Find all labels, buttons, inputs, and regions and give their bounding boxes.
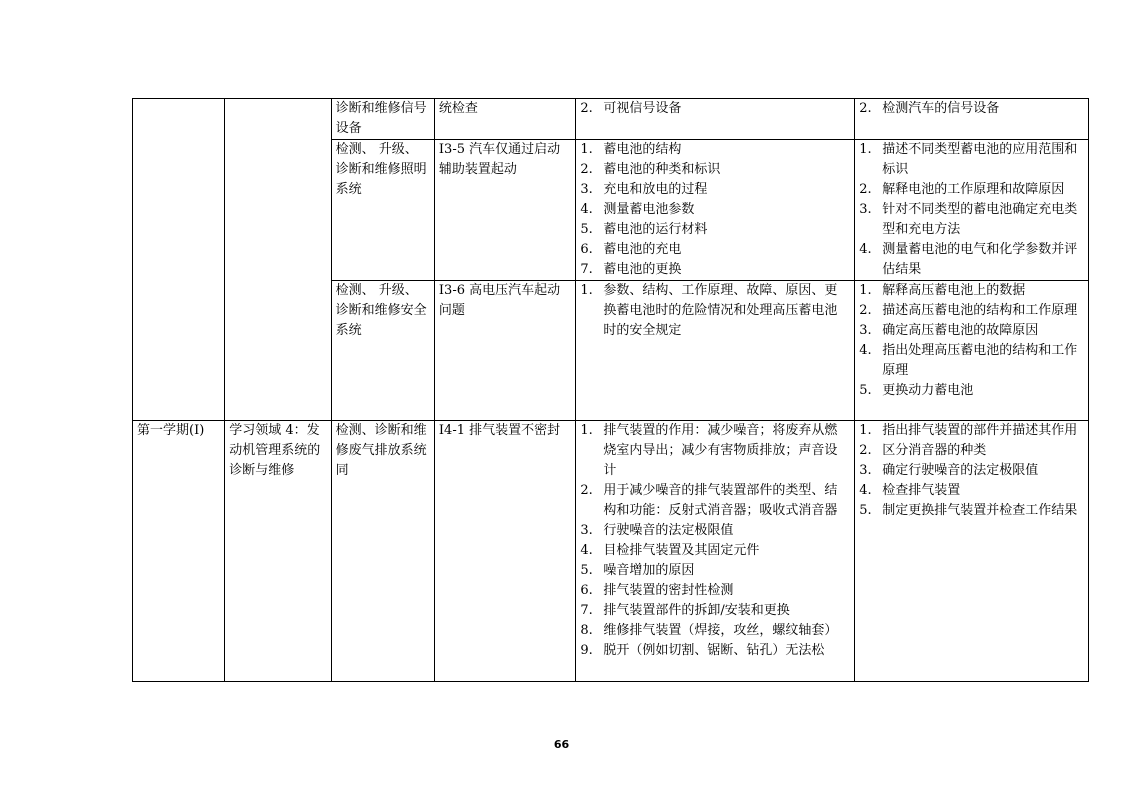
item-number: 3.: [859, 463, 872, 478]
item-number: 4.: [859, 343, 872, 358]
goal-list: [859, 281, 1084, 401]
item-number: 1.: [580, 142, 593, 157]
task-cell: [331, 140, 434, 281]
list-item: [859, 461, 1084, 481]
task-cell: [331, 99, 434, 140]
task-cell: [331, 421, 434, 682]
goal-cell: [855, 281, 1089, 421]
item-number: 5.: [859, 503, 872, 518]
item-text: 参数、结构、工作原理、故障、原因、更换蓄电池时的危险情况和处理高压蓄电池时的安全规定: [603, 283, 838, 338]
goal-list: [859, 140, 1084, 280]
learning-area-cell: [225, 99, 331, 421]
curriculum-table: [132, 98, 1089, 682]
content-cell: [576, 281, 855, 421]
item-text: 蓄电池的充电: [603, 242, 682, 257]
item-text: 区分消音器的种类: [882, 443, 987, 458]
list-item: [580, 621, 850, 641]
item-text: 检查排气装置: [882, 483, 961, 498]
list-item: [580, 200, 850, 220]
semester-cell: [133, 99, 225, 421]
item-number: 9.: [580, 643, 593, 658]
list-item: [580, 561, 850, 581]
task-text: 检测、 升级、诊断和维修安全系统: [335, 283, 427, 338]
list-item: [580, 140, 850, 160]
item-text: 制定更换排气装置并检查工作结果: [882, 503, 1078, 518]
item-text: 指出排气装置的部件并描述其作用: [882, 423, 1078, 438]
unit-cell: [434, 281, 575, 421]
item-number: 4.: [580, 202, 593, 217]
list-item: [580, 541, 850, 561]
item-text: 确定高压蓄电池的故障原因: [882, 323, 1039, 338]
list-item: [859, 421, 1084, 441]
learning-area-cell: [225, 421, 331, 682]
list-item: [580, 160, 850, 180]
list-item: [580, 581, 850, 601]
item-number: 3.: [580, 523, 593, 538]
item-number: 6.: [580, 242, 593, 257]
list-item: [580, 281, 850, 341]
item-text: 针对不同类型的蓄电池确定充电类型和充电方法: [882, 202, 1078, 237]
item-number: 2.: [859, 182, 872, 197]
item-number: 4.: [859, 242, 872, 257]
item-text: 确定行驶噪音的法定极限值: [882, 463, 1039, 478]
content-cell: [576, 421, 855, 682]
item-text: 测量蓄电池的电气和化学参数并评估结果: [882, 242, 1078, 277]
task-text: 检测、诊断和维修废气排放系统同: [335, 423, 427, 478]
unit-text: I4-1 排气装置不密封: [438, 423, 561, 438]
item-number: 4.: [580, 543, 593, 558]
item-text: 排气装置的密封性检测: [603, 583, 734, 598]
content-cell: [576, 99, 855, 140]
item-text: 排气装置的作用：减少噪音；将废弃从燃烧室内导出；减少有害物质排放；声音设计: [603, 423, 838, 478]
item-number: 3.: [859, 202, 872, 217]
list-item: [580, 99, 850, 119]
list-item: [580, 521, 850, 541]
list-item: [580, 240, 850, 260]
item-text: 测量蓄电池参数: [603, 202, 695, 217]
item-text: 充电和放电的过程: [603, 182, 708, 197]
item-text: 解释电池的工作原理和故障原因: [882, 182, 1065, 197]
semester-text: 第一学期(I): [137, 423, 205, 438]
item-number: 3.: [859, 323, 872, 338]
content-cell: [576, 140, 855, 281]
item-number: 3.: [580, 182, 593, 197]
content-list: [580, 421, 850, 661]
task-cell: [331, 281, 434, 421]
list-item: [859, 180, 1084, 200]
list-item: [580, 260, 850, 280]
list-item: [859, 481, 1084, 501]
list-item: [580, 421, 850, 481]
item-text: 检测汽车的信号设备: [882, 101, 1000, 116]
item-text: 描述高压蓄电池的结构和工作原理: [882, 303, 1078, 318]
task-text: 检测、 升级、诊断和维修照明系统: [335, 142, 427, 197]
item-number: 6.: [580, 583, 593, 598]
item-number: 2.: [859, 303, 872, 318]
item-number: 2.: [580, 483, 593, 498]
item-number: 5.: [859, 383, 872, 398]
item-text: 噪音增加的原因: [603, 563, 695, 578]
goal-cell: [855, 99, 1089, 140]
item-number: 5.: [580, 563, 593, 578]
list-item: [859, 501, 1084, 521]
learning-area-text: 学习领域 4：发动机管理系统的诊断与维修: [229, 423, 321, 478]
goal-cell: [855, 140, 1089, 281]
content-list: [580, 281, 850, 341]
list-item: [580, 641, 850, 661]
item-number: 2.: [859, 101, 872, 116]
list-item: [580, 481, 850, 521]
list-item: [859, 341, 1084, 381]
item-text: 行驶噪音的法定极限值: [603, 523, 734, 538]
list-item: [859, 301, 1084, 321]
item-number: 8.: [580, 623, 593, 638]
list-item: [580, 601, 850, 621]
item-number: 2.: [859, 443, 872, 458]
goal-cell: [855, 421, 1089, 682]
list-item: [859, 441, 1084, 461]
page-number: 66: [553, 738, 570, 751]
item-number: 5.: [580, 222, 593, 237]
item-text: 目检排气装置及其固定元件: [603, 543, 760, 558]
semester-cell: [133, 421, 225, 682]
task-text: 诊断和维修信号设备: [335, 101, 427, 136]
table-row: [133, 421, 1089, 682]
item-number: 2.: [580, 101, 593, 116]
item-text: 蓄电池的结构: [603, 142, 682, 157]
unit-text: I3-6 高电压汽车起动问题: [438, 283, 561, 318]
item-text: 更换动力蓄电池: [882, 383, 974, 398]
list-item: [859, 281, 1084, 301]
item-text: 蓄电池的种类和标识: [603, 162, 721, 177]
list-item: [580, 180, 850, 200]
item-number: 2.: [580, 162, 593, 177]
item-number: 4.: [859, 483, 872, 498]
goal-list: [859, 421, 1084, 521]
list-item: [859, 200, 1084, 240]
item-number: 1.: [859, 423, 872, 438]
item-number: 7.: [580, 262, 593, 277]
item-text: 描述不同类型蓄电池的应用范围和标识: [882, 142, 1078, 177]
list-item: [859, 240, 1084, 280]
list-item: [859, 321, 1084, 341]
list-item: [859, 99, 1084, 119]
item-text: 指出处理高压蓄电池的结构和工作原理: [882, 343, 1078, 378]
unit-text: I3-5 汽车仅通过启动辅助装置起动: [438, 142, 561, 177]
item-number: 1.: [580, 283, 593, 298]
list-item: [859, 381, 1084, 401]
table-row: [133, 99, 1089, 140]
item-text: 维修排气装置（焊接，攻丝，螺纹轴套）: [603, 623, 838, 638]
unit-text: 统检查: [438, 101, 478, 116]
item-number: 1.: [859, 283, 872, 298]
list-item: [859, 140, 1084, 180]
item-number: 7.: [580, 603, 593, 618]
item-number: 1.: [859, 142, 872, 157]
unit-cell: [434, 421, 575, 682]
unit-cell: [434, 99, 575, 140]
item-text: 蓄电池的更换: [603, 262, 682, 277]
item-text: 可视信号设备: [603, 101, 682, 116]
item-number: 1.: [580, 423, 593, 438]
item-text: 用于减少噪音的排气装置部件的类型、结构和功能：反射式消音器；吸收式消音器: [603, 483, 838, 518]
list-item: [580, 220, 850, 240]
content-list: [580, 140, 850, 280]
item-text: 蓄电池的运行材料: [603, 222, 708, 237]
item-text: 脱开（例如切割、锯断、钻孔）无法松: [603, 643, 825, 658]
unit-cell: [434, 140, 575, 281]
item-text: 排气装置部件的拆卸/安装和更换: [603, 603, 790, 618]
item-text: 解释高压蓄电池上的数据: [882, 283, 1026, 298]
